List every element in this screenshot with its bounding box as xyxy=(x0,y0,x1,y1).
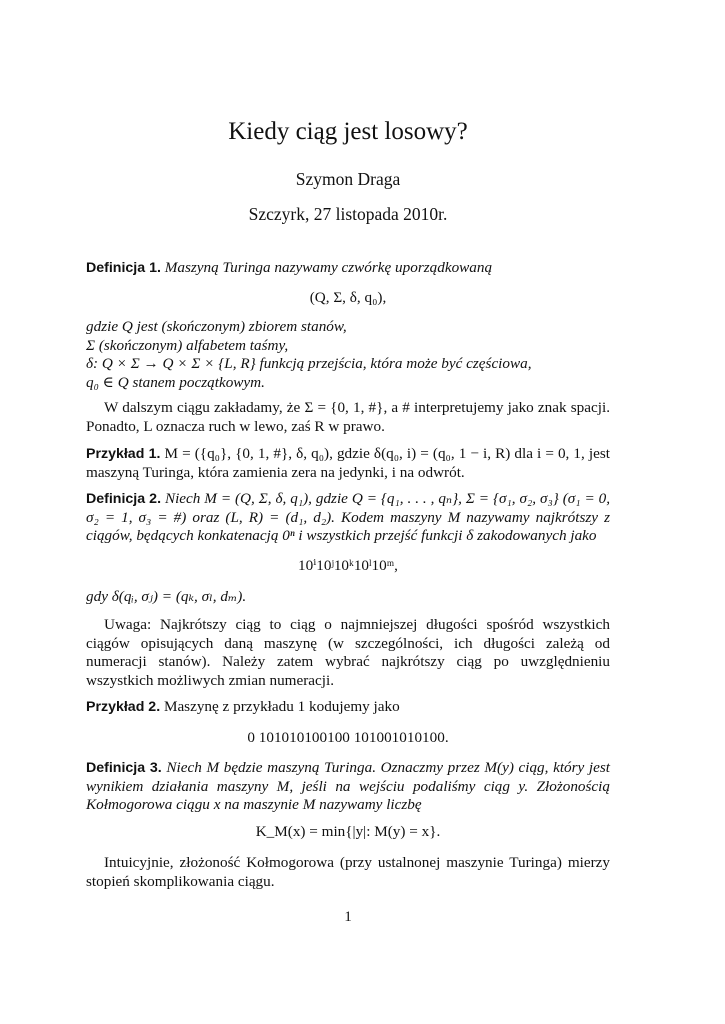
definition-2 xyxy=(86,490,610,546)
definition-3-text: Niech M będzie maszyną Turinga. Oznaczmy przez M(y) ciąg, który jest wynikiem działania maszyny M, jeśli na wejściu podaliśmy ciąg y. Złożonością Kołmogorowa ciągu x na maszynie M nazywamy liczbę xyxy=(86,759,611,814)
paper-date: Szczyrk, 27 listopada 2010r. xyxy=(248,204,448,224)
definition-2-text: Niech M = (Q, Σ, δ, q₁), gdzie Q = {q₁, . . . , qₙ}, Σ = {σ₁, σ₂, σ₃} (σ₁ = 0, σ₂ = 1, σ₃ = #) oraz (L, R) = (d₁, d₂). Kodem maszyny M nazywamy najkrótszy z ciągów, będących konkatenacją 0ⁿ i wszystkich przejść funkcji δ zakodowanych jako xyxy=(86,490,611,545)
note-paragraph: Uwaga: Najkrótszy ciąg to ciąg o najmniejszej długości spośród wszystkich ciągów opisujących daną maszynę (w szczególności, ich długości zależą od numeracji stanów). Należy zatem wybrać najkrótszy ciąg po uwzględnieniu wszystkich możliwych zmian numeracji. xyxy=(86,616,610,689)
example-2 xyxy=(86,698,610,717)
definition-1-formula: (Q, Σ, δ, q₀), xyxy=(309,289,387,306)
author-name: Szymon Draga xyxy=(295,169,401,189)
definition-3 xyxy=(86,759,610,815)
definition-2-condition: gdy δ(qᵢ, σⱼ) = (qₖ, σₗ, dₘ). xyxy=(86,588,247,605)
paper-title: Kiedy ciąg jest losowy? xyxy=(228,118,468,145)
definition-1-line: gdzie Q jest (skończonym) zbiorem stanów, xyxy=(86,318,347,335)
example-2-text: Maszynę z przykładu 1 kodujemy jako xyxy=(163,698,400,715)
definition-3-label: Definicja 3. xyxy=(86,760,162,776)
definition-2-label: Definicja 2. xyxy=(86,491,162,507)
definition-1-line: Σ (skończonym) alfabetem taśmy, xyxy=(86,336,289,354)
paragraph-alphabet: W dalszym ciągu zakładamy, że Σ = {0, 1, #}, a # interpretujemy jako znak spacji. Ponadto, L oznacza ruch w lewo, zaś R w prawo. xyxy=(86,399,610,435)
example-1-label: Przykład 1. xyxy=(86,446,161,462)
definition-1-line: δ: Q × Σ → Q × Σ × {L, R} funkcją przejścia, która może być częściowa, xyxy=(86,355,532,373)
paper-page xyxy=(86,0,610,1024)
paragraph-intuition: Intuicyjnie, złożoność Kołmogorowa (przy ustalnonej maszynie Turinga) mierzy stopień skomplikowania ciągu. xyxy=(86,854,610,890)
definition-1-label: Definicja 1. xyxy=(86,260,161,276)
definition-1-line: q₀ ∈ Q stanem początkowym. xyxy=(86,373,265,391)
definition-1 xyxy=(86,259,610,278)
example-1 xyxy=(86,445,610,482)
page-number: 1 xyxy=(344,908,352,925)
definition-1-text: Maszyną Turinga nazywamy czwórkę uporządkowaną xyxy=(164,259,493,276)
example-2-formula: 0 101010100100 101001010100. xyxy=(247,729,449,746)
example-1-text: M = ({q₀}, {0, 1, #}, δ, q₀), gdzie δ(q₀, i) = (q₀, 1 − i, R) dla i = 0, 1, jest maszyną Turinga, która zamienia zera na jedynki, i na odwrót. xyxy=(86,445,610,481)
example-2-label: Przykład 2. xyxy=(86,699,161,715)
definition-3-formula: K_M(x) = min{|y|: M(y) = x}. xyxy=(255,823,441,840)
definition-2-formula: 10ⁱ10ʲ10ᵏ10ˡ10ᵐ, xyxy=(298,557,398,574)
definition-1-components xyxy=(86,318,610,392)
